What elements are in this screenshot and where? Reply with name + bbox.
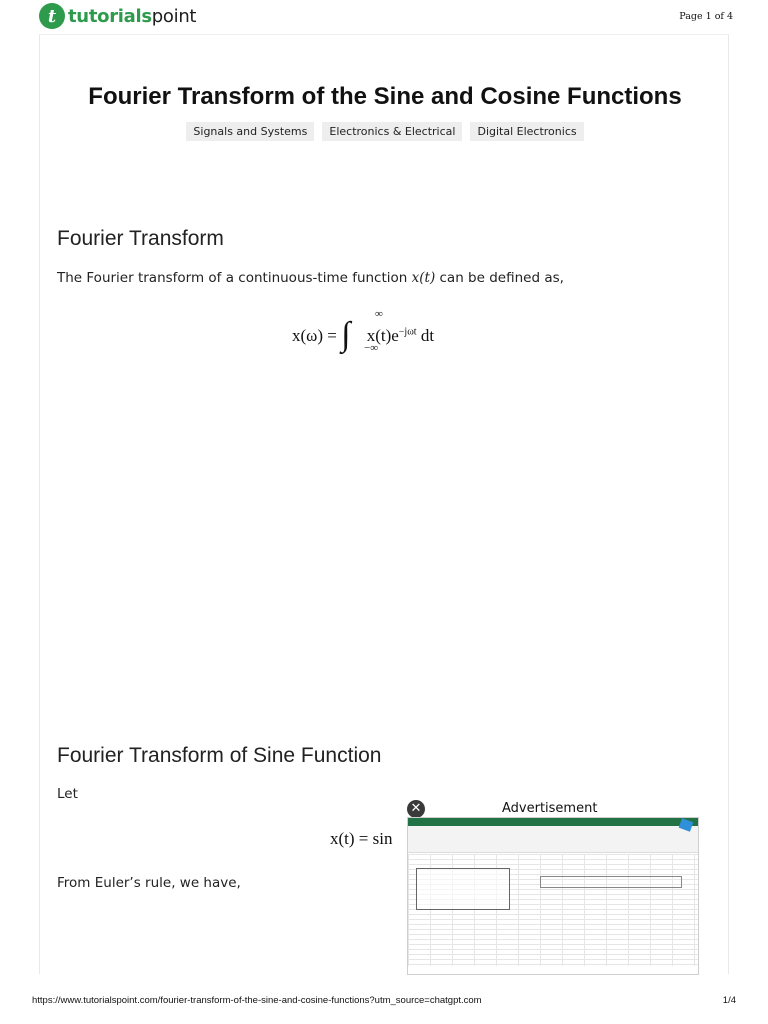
logo-text bbox=[68, 6, 196, 27]
site-logo[interactable] bbox=[39, 3, 196, 29]
tag-electronics-electrical[interactable]: Electronics & Electrical bbox=[322, 122, 462, 141]
spreadsheet-table bbox=[416, 868, 510, 910]
para-prefix: The Fourier transform of a continuous-time function bbox=[57, 270, 412, 286]
close-icon[interactable]: ✕ bbox=[407, 800, 425, 818]
sine-equation-partial: x(t) = sin bbox=[330, 829, 393, 848]
fourier-definition-paragraph bbox=[57, 270, 564, 286]
eq-integral: ∫ bbox=[341, 316, 351, 353]
footer-page-number: 1/4 bbox=[722, 995, 736, 1006]
spreadsheet-table-2 bbox=[540, 876, 682, 888]
eq-exponent: −jωt bbox=[398, 326, 417, 338]
logo-text-rest: point bbox=[151, 5, 197, 27]
section-heading-sine-function: Fourier Transform of Sine Function bbox=[57, 744, 382, 767]
eq-lhs: x(ω) = bbox=[292, 326, 342, 345]
euler-text: From Euler’s rule, we have, bbox=[57, 875, 241, 891]
section-heading-fourier-transform: Fourier Transform bbox=[57, 227, 224, 250]
logo-text-accent: tutorials bbox=[68, 5, 152, 27]
page-title: Fourier Transform of the Sine and Cosine Functions bbox=[88, 83, 682, 110]
logo-icon: t bbox=[39, 3, 65, 29]
advertisement-image[interactable] bbox=[407, 817, 699, 975]
tag-list bbox=[40, 122, 730, 141]
footer-url: https://www.tutorialspoint.com/fourier-transform-of-the-sine-and-cosine-functions?utm_source=chatgpt.com bbox=[32, 995, 482, 1006]
eq-upper-limit: ∞ bbox=[375, 308, 383, 320]
fourier-equation bbox=[292, 308, 492, 362]
tag-signals-and-systems[interactable]: Signals and Systems bbox=[186, 122, 314, 141]
spreadsheet-toolbar bbox=[408, 826, 698, 853]
eq-lower-limit: −∞ bbox=[364, 342, 379, 354]
page-count: Page 1 of 4 bbox=[679, 11, 733, 22]
spreadsheet-ribbon bbox=[408, 818, 698, 826]
top-bar bbox=[0, 0, 768, 34]
eq-body: x(t)e bbox=[366, 326, 399, 345]
tag-digital-electronics[interactable]: Digital Electronics bbox=[470, 122, 583, 141]
para-suffix: can be defined as, bbox=[435, 270, 564, 286]
para-math-xt: x(t) bbox=[411, 270, 436, 286]
let-text: Let bbox=[57, 786, 78, 802]
advertisement[interactable] bbox=[407, 800, 699, 975]
eq-dt: dt bbox=[416, 326, 435, 345]
advertisement-label: Advertisement bbox=[502, 801, 598, 816]
